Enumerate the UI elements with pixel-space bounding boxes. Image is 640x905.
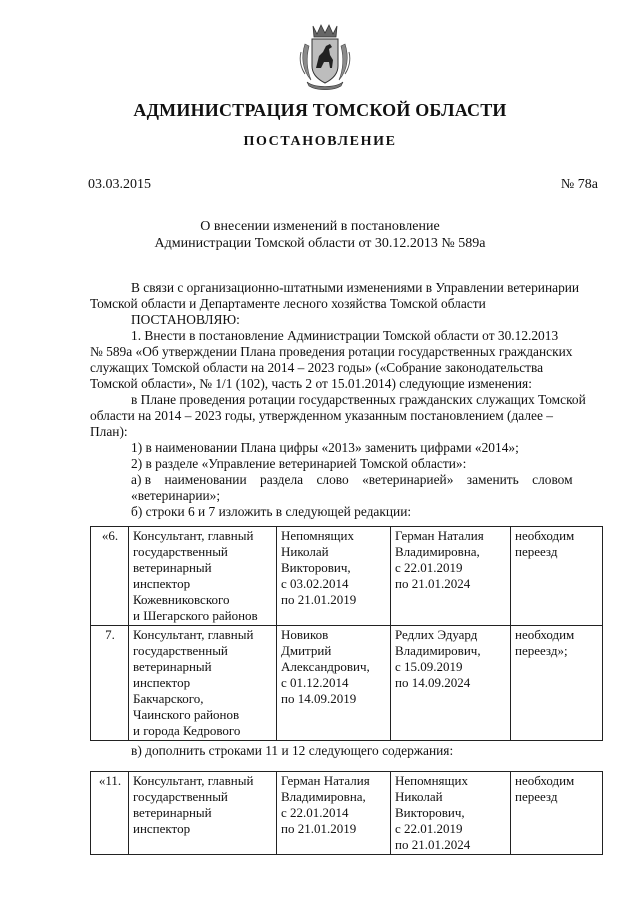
row-number-cell — [91, 772, 129, 855]
paragraph-line: № 589а «Об утверждении Плана проведения ротации государственных гражданских — [90, 344, 573, 359]
cell-text: «11. — [98, 773, 122, 788]
table-row — [91, 626, 603, 741]
current-holder-cell — [277, 626, 391, 741]
paragraph-line: План): — [90, 424, 128, 439]
document-number: № 78а — [560, 177, 598, 192]
cell-text: ветеринарный — [133, 560, 212, 575]
cell-text: и Шегарского районов — [133, 608, 258, 623]
cell-text: Непомнящих — [281, 528, 354, 543]
cell-text: переезд»; — [515, 643, 568, 658]
position-cell — [129, 527, 277, 626]
paragraph-line: в Плане проведения ротации государственных гражданских служащих Томской — [131, 392, 586, 407]
paragraph-line: «ветеринарии»; — [131, 488, 221, 503]
decree-word: ПОСТАНОВЛЯЮ: — [131, 312, 240, 327]
document-type: ПОСТАНОВЛЕНИЕ — [243, 134, 397, 149]
cell-text: с 15.09.2019 — [395, 659, 463, 674]
cell-text: инспектор — [133, 576, 191, 591]
cell-text: необходим — [515, 627, 575, 642]
coat-of-arms-emblem — [299, 22, 351, 92]
cell-text: с 01.12.2014 — [281, 675, 349, 690]
table-row — [91, 772, 603, 855]
paragraph-line: 1) в наименовании Плана цифры «2013» заменить цифрами «2014»; — [131, 440, 519, 455]
cell-text: переезд — [515, 544, 558, 559]
row-number-cell — [91, 527, 129, 626]
cell-text: государственный — [133, 544, 228, 559]
cell-text: Викторович, — [281, 560, 351, 575]
subject-line: Администрации Томской области от 30.12.2013 № 589а — [154, 236, 486, 251]
cell-text: с 03.02.2014 — [281, 576, 349, 591]
cell-text: Дмитрий — [281, 643, 332, 658]
position-cell — [129, 626, 277, 741]
cell-text: Герман Наталия — [395, 528, 484, 543]
note-cell — [511, 626, 603, 741]
cell-text: с 22.01.2014 — [281, 805, 349, 820]
cell-text: Владимирович, — [395, 643, 481, 658]
cell-text: Бакчарского, — [133, 691, 204, 706]
document-subject — [0, 218, 640, 252]
next-holder-cell — [391, 772, 511, 855]
paragraph-line: б) строки 6 и 7 изложить в следующей редакции: — [131, 504, 412, 519]
cell-text: по 14.09.2019 — [281, 691, 357, 706]
cell-text: 7. — [105, 627, 115, 642]
cell-text: Непомнящих — [395, 773, 468, 788]
cell-text: Владимировна, — [395, 544, 480, 559]
next-holder-cell — [391, 527, 511, 626]
paragraph-line: Томской области», № 1/1 (102), часть 2 от 15.01.2014) следующие изменения: — [90, 376, 532, 391]
cell-text: ветеринарный — [133, 659, 212, 674]
current-holder-cell — [277, 772, 391, 855]
row-number-cell — [91, 626, 129, 741]
position-cell — [129, 772, 277, 855]
paragraph-line: служащих Томской области на 2014 – 2023 годы» («Собрание законодательства — [90, 360, 544, 375]
document-date: 03.03.2015 — [88, 177, 151, 192]
cell-text: инспектор — [133, 821, 191, 836]
rotation-table-rows-6-7 — [90, 526, 603, 741]
note-cell — [511, 772, 603, 855]
cell-text: Викторович, — [395, 805, 465, 820]
cell-text: Редлих Эдуард — [395, 627, 478, 642]
cell-text: и города Кедрового — [133, 723, 241, 738]
paragraph-line: в) дополнить строками 11 и 12 следующего содержания: — [131, 743, 454, 758]
coat-of-arms-icon — [299, 22, 351, 92]
cell-text: по 21.01.2019 — [281, 821, 357, 836]
cell-text: по 21.01.2019 — [281, 592, 357, 607]
authority-title: АДМИНИСТРАЦИЯ ТОМСКОЙ ОБЛАСТИ — [133, 100, 507, 120]
cell-text: Владимировна, — [281, 789, 366, 804]
table-body — [91, 527, 603, 741]
current-holder-cell — [277, 527, 391, 626]
rotation-table-row-11 — [90, 771, 603, 855]
cell-text: «6. — [101, 528, 119, 543]
cell-text: переезд — [515, 789, 558, 804]
table-row — [91, 527, 603, 626]
cell-text: необходим — [515, 773, 575, 788]
cell-text: с 22.01.2019 — [395, 560, 463, 575]
cell-text: Николай — [281, 544, 329, 559]
cell-text: Новиков — [281, 627, 329, 642]
cell-text: инспектор — [133, 675, 191, 690]
cell-text: по 14.09.2024 — [395, 675, 471, 690]
paragraph-line: 2) в разделе «Управление ветеринарией Томской области»: — [131, 456, 467, 471]
cell-text: Консультант, главный — [133, 528, 254, 543]
cell-text: Консультант, главный — [133, 627, 254, 642]
cell-text: Александрович, — [281, 659, 370, 674]
note-cell — [511, 527, 603, 626]
cell-text: по 21.01.2024 — [395, 837, 471, 852]
cell-text: Герман Наталия — [281, 773, 370, 788]
cell-text: Кожевниковского — [133, 592, 230, 607]
cell-text: Чаинского районов — [133, 707, 240, 722]
subject-line: О внесении изменений в постановление — [200, 219, 440, 234]
table-body — [91, 772, 603, 855]
next-holder-cell — [391, 626, 511, 741]
cell-text: Николай — [395, 789, 443, 804]
cell-text: государственный — [133, 789, 228, 804]
cell-text: Консультант, главный — [133, 773, 254, 788]
cell-text: по 21.01.2024 — [395, 576, 471, 591]
paragraph-line: В связи с организационно-штатными изменениями в Управлении ветеринарии — [131, 280, 580, 295]
paragraph-line: Томской области и Департаменте лесного хозяйства Томской области — [90, 296, 486, 311]
cell-text: ветеринарный — [133, 805, 212, 820]
paragraph-line: 1. Внести в постановление Администрации Томской области от 30.12.2013 — [131, 328, 559, 343]
cell-text: необходим — [515, 528, 575, 543]
paragraph-line: области на 2014 – 2023 годы, утвержденном указанным постановлением (далее – — [90, 408, 553, 423]
paragraph-line: а) в наименовании раздела слово «ветеринарией» заменить словом — [131, 472, 573, 487]
cell-text: государственный — [133, 643, 228, 658]
cell-text: с 22.01.2019 — [395, 821, 463, 836]
